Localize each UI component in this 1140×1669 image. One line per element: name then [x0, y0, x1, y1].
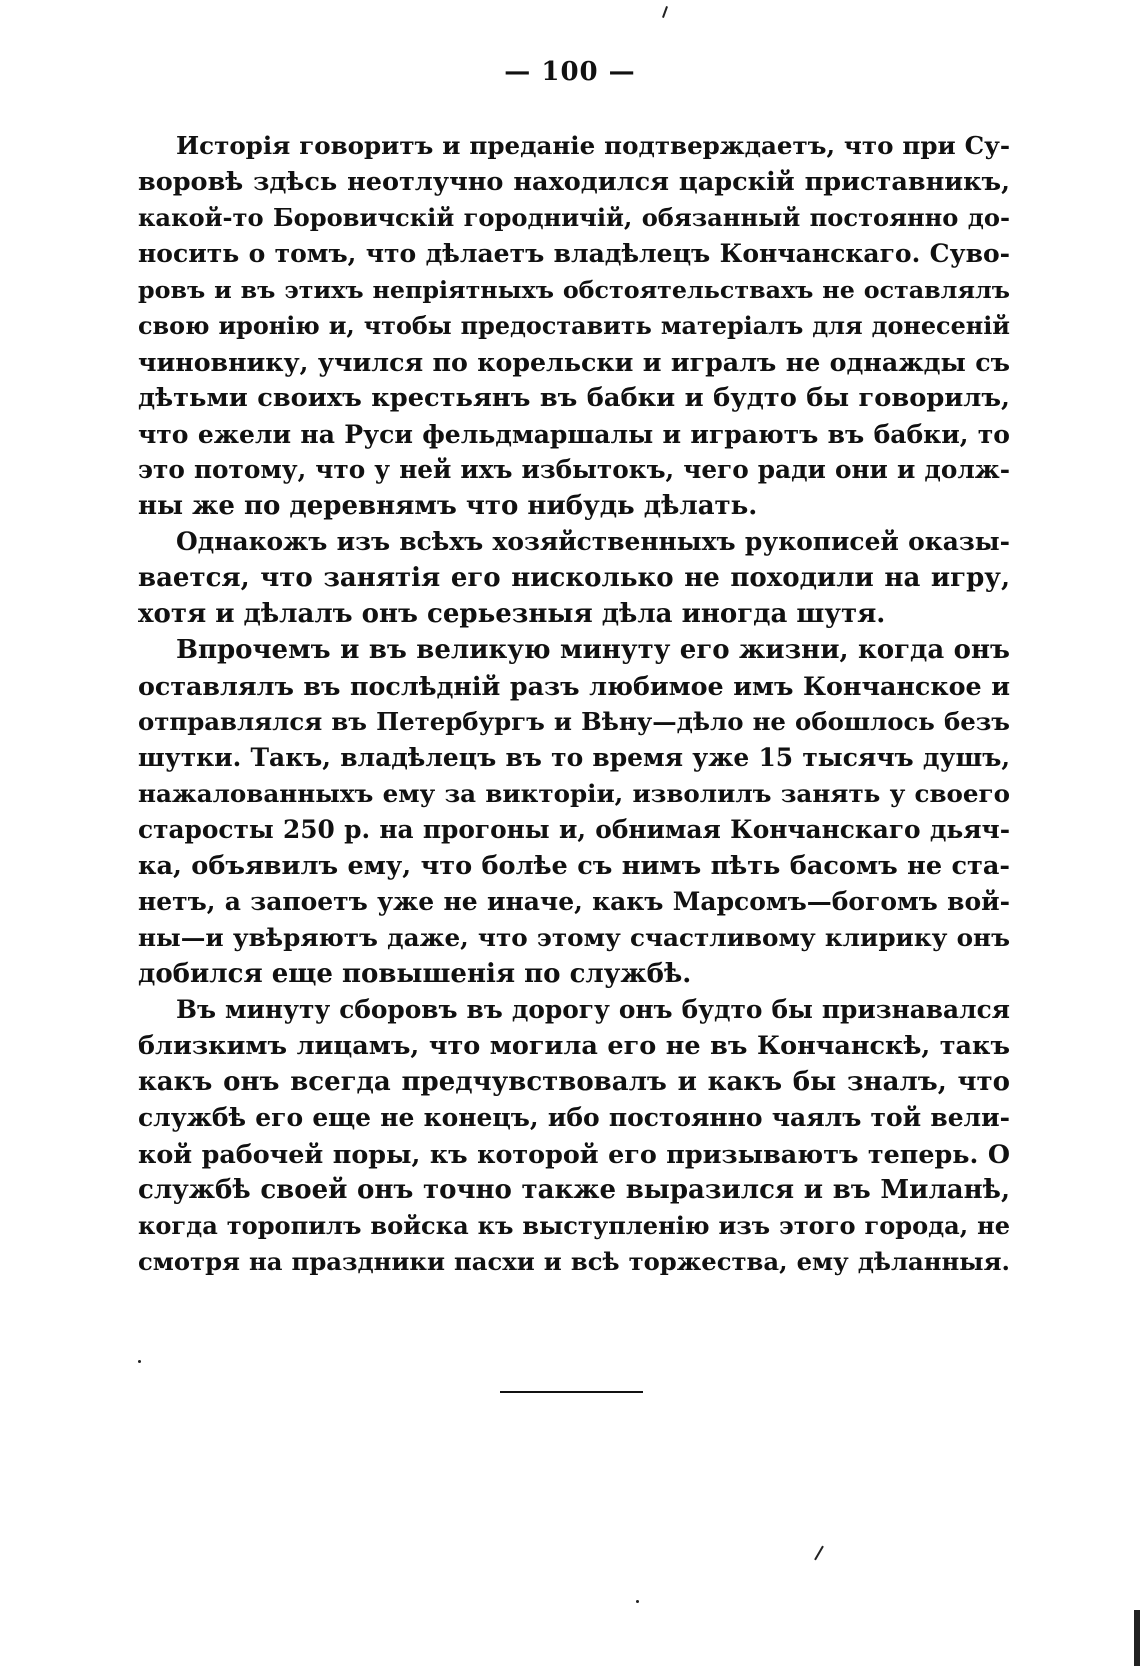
text-line: дѣтьми своихъ крестьянъ въ бабки и будто бы говорилъ, [138, 383, 1010, 413]
paragraph-2 [138, 524, 1010, 632]
page-number: — 100 — [504, 57, 636, 87]
scan-speck [138, 1360, 141, 1363]
text-line: Однакожъ изъ всѣхъ хозяйственныхъ рукописей оказы- [176, 527, 1010, 556]
text-line: ны же по деревнямъ что нибудь дѣлать. [138, 491, 758, 521]
text-line: носить о томъ, что дѣлаетъ владѣлецъ Кончанскаго. Суво- [138, 239, 1010, 268]
text-line: ны—и увѣряютъ даже, что этому счастливому клирику онъ [138, 923, 1010, 952]
text-line: нажалованныхъ ему за викторіи, изволилъ занять у своего [138, 779, 1010, 808]
text-line: какой-то Боровичскій городничій, обязанный постоянно до- [138, 203, 1010, 232]
text-line: смотря на праздники пасхи и всѣ торжества, ему дѣланныя. [138, 1247, 1010, 1276]
text-line: шутки. Такъ, владѣлецъ въ то время уже 15 тысячъ душъ, [138, 743, 1010, 772]
scan-speck [1134, 1610, 1140, 1666]
text-line: старосты 250 р. на прогоны и, обнимая Кончанскаго дьяч- [138, 815, 1010, 844]
text-line: это потому, что у ней ихъ избытокъ, чего ради они и долж- [138, 455, 1010, 484]
text-line: вается, что занятія его нисколько не походили на игру, [138, 563, 1010, 593]
text-line: кой рабочей поры, къ которой его призываютъ теперь. О [138, 1139, 1010, 1169]
text-line: Впрочемъ и въ великую минуту его жизни, когда онъ [176, 635, 1010, 665]
text-line: чиновнику, учился по корельски и игралъ не однажды съ [138, 347, 1010, 377]
text-line: свою иронію и, чтобы предоставить матеріалъ для донесеній [138, 312, 1010, 340]
scan-speck [636, 1600, 639, 1603]
text-line: какъ онъ всегда предчувствовалъ и какъ бы зналъ, что [138, 1067, 1010, 1097]
scan-speck [662, 6, 668, 18]
text-line: ка, объявилъ ему, что болѣе съ нимъ пѣть басомъ не ста- [138, 851, 1010, 881]
text-line: близкимъ лицамъ, что могила его не въ Кончанскѣ, такъ [138, 1031, 1010, 1061]
text-line: службѣ его еще не конецъ, ибо постоянно чаялъ той вели- [138, 1103, 1010, 1132]
end-rule [500, 1391, 643, 1393]
text-line: отправлялся въ Петербургъ и Вѣну—дѣло не обошлось безъ [138, 707, 1010, 736]
text-line: добился еще повышенія по службѣ. [138, 959, 692, 989]
text-line: когда торопилъ войска къ выступленію изъ этого города, не [138, 1211, 1010, 1240]
scan-speck [814, 1546, 824, 1561]
text-line: воровѣ здѣсь неотлучно находился царскій приставникъ, [138, 167, 1010, 197]
text-line: что ежели на Руси фельдмаршалы и играютъ въ бабки, то [138, 419, 1010, 449]
text-line: оставлялъ въ послѣдній разъ любимое имъ Кончанское и [138, 671, 1010, 701]
text-body [138, 128, 1010, 1280]
text-line: нетъ, а запоетъ уже не иначе, какъ Марсомъ—богомъ вой- [138, 887, 1010, 916]
text-line: хотя и дѣлалъ онъ серьезныя дѣла иногда шутя. [138, 599, 886, 629]
paragraph-1 [138, 128, 1010, 524]
paragraph-4 [138, 992, 1010, 1280]
text-line: Исторія говоритъ и преданіе подтверждаетъ, что при Су- [176, 131, 1010, 160]
paragraph-3 [138, 632, 1010, 992]
text-line: Въ минуту сборовъ въ дорогу онъ будто бы признавался [176, 995, 1010, 1024]
text-line: ровъ и въ этихъ непріятныхъ обстоятельствахъ не оставлялъ [138, 276, 1010, 304]
text-line: службѣ своей онъ точно также выразился и въ Миланѣ, [138, 1175, 1010, 1205]
